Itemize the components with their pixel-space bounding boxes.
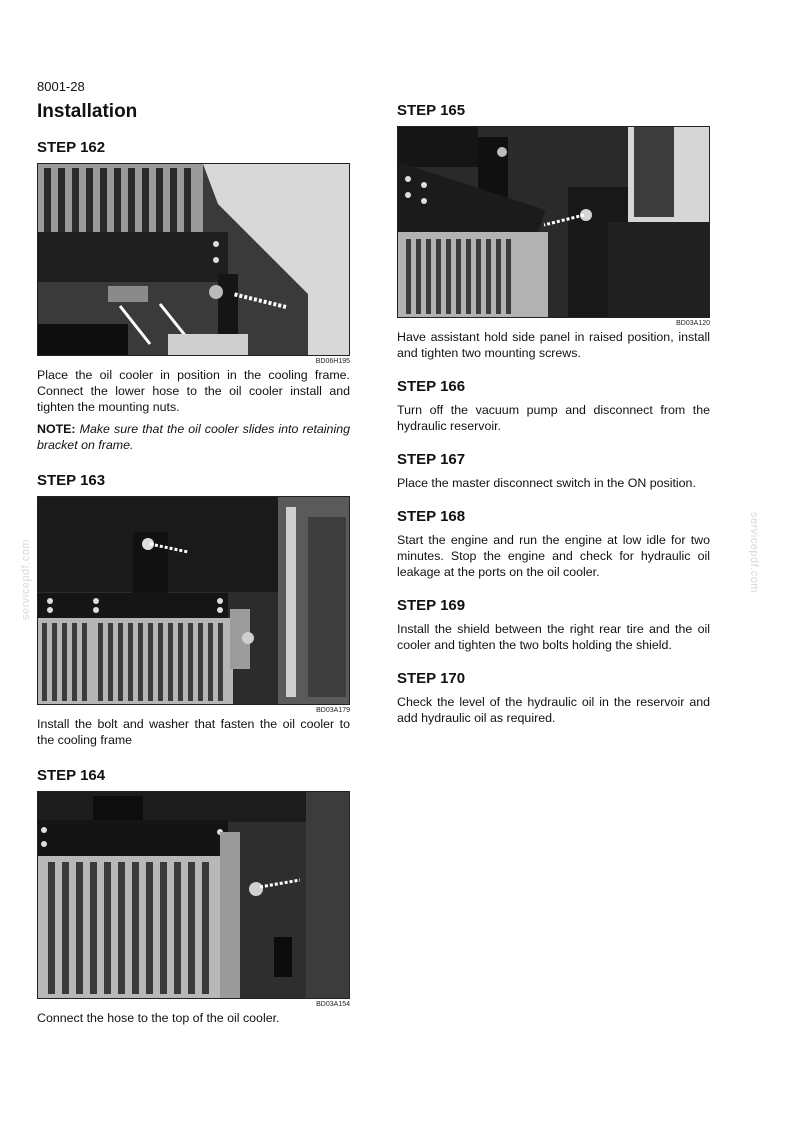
step-165 bbox=[397, 101, 710, 361]
step-text: Install the shield between the right rear tire and the oil cooler and tighten the two bolts holding the shield. bbox=[397, 622, 710, 652]
figure-id: BD06H195 bbox=[315, 358, 350, 365]
step-164 bbox=[37, 766, 350, 1026]
step-164-photo bbox=[37, 791, 350, 999]
step-163 bbox=[37, 471, 350, 748]
step-168 bbox=[397, 507, 710, 580]
figure-id: BD03A120 bbox=[676, 320, 710, 327]
step-title: STEP 163 bbox=[37, 472, 106, 489]
note bbox=[37, 421, 350, 453]
step-text: Place the master disconnect switch in the ON position. bbox=[397, 476, 696, 490]
watermark-left: servicepdf.com bbox=[20, 539, 32, 620]
step-162-photo bbox=[37, 163, 350, 356]
step-title: STEP 167 bbox=[397, 451, 466, 468]
note-text: Make sure that the oil cooler slides into retaining bracket on frame. bbox=[37, 422, 350, 452]
step-166 bbox=[397, 377, 710, 434]
step-title: STEP 170 bbox=[397, 670, 466, 687]
step-170 bbox=[397, 669, 710, 726]
step-text: Check the level of the hydraulic oil in the reservoir and add hydraulic oil as required. bbox=[397, 695, 710, 725]
left-column bbox=[37, 138, 350, 1038]
step-text: Start the engine and run the engine at low idle for two minutes. Stop the engine and check for hydraulic oil leakage at the ports on the oil cooler. bbox=[397, 533, 710, 579]
step-163-photo bbox=[37, 496, 350, 705]
right-column bbox=[397, 101, 710, 738]
step-title: STEP 165 bbox=[397, 102, 466, 119]
step-title: STEP 169 bbox=[397, 597, 466, 614]
figure-id: BD03A154 bbox=[316, 1001, 350, 1008]
step-text: Turn off the vacuum pump and disconnect from the hydraulic reservoir. bbox=[397, 403, 710, 433]
step-165-photo bbox=[397, 126, 710, 318]
step-text: Have assistant hold side panel in raised position, install and tighten two mounting screws. bbox=[397, 330, 710, 360]
step-text: Place the oil cooler in position in the cooling frame. Connect the lower hose to the oil cooler install and tighten the mounting nuts. bbox=[37, 368, 350, 414]
step-169 bbox=[397, 596, 710, 653]
step-text: Connect the hose to the top of the oil cooler. bbox=[37, 1011, 280, 1025]
step-title: STEP 164 bbox=[37, 767, 106, 784]
figure-id: BD03A179 bbox=[316, 707, 350, 714]
step-162 bbox=[37, 138, 350, 453]
page-number: 8001-28 bbox=[37, 79, 85, 94]
step-167 bbox=[397, 450, 710, 491]
step-title: STEP 166 bbox=[397, 378, 466, 395]
step-text: Install the bolt and washer that fasten the oil cooler to the cooling frame bbox=[37, 717, 350, 747]
section-title: Installation bbox=[37, 101, 138, 122]
note-label: NOTE: bbox=[37, 422, 76, 436]
watermark-right: servicepdf.com bbox=[748, 512, 760, 593]
step-title: STEP 168 bbox=[397, 508, 466, 525]
step-title: STEP 162 bbox=[37, 139, 106, 156]
